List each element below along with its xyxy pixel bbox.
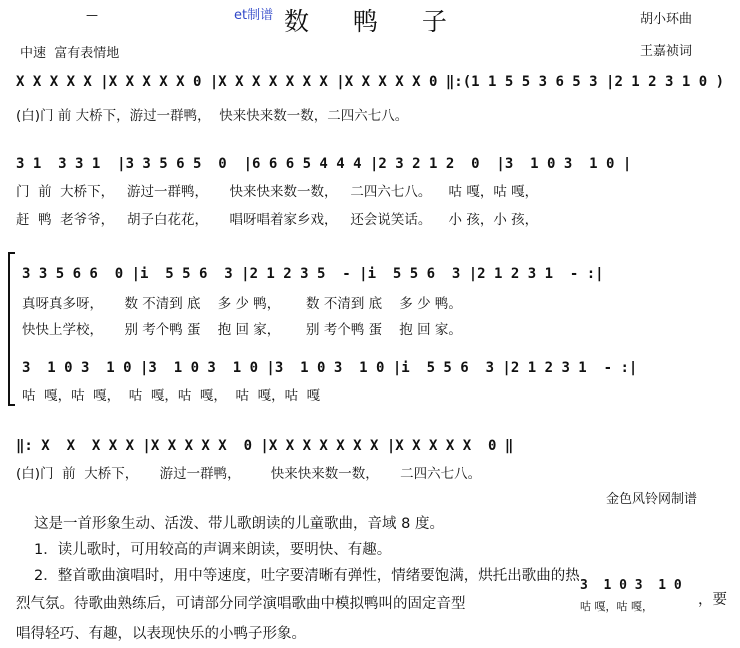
description-paragraph-2: 1．读儿歌时，可用较高的声调来朗读，要明快、有趣。 <box>34 542 392 558</box>
top-watermark: et制谱 <box>234 8 274 23</box>
score-row-2-lyric-2: 赶 鸭 老爷爷， 胡子白花花， 唱呀唱着家乡戏， 还会说笑话。 小 孩，小 孩， <box>16 212 539 228</box>
score-row-2-lyric-1: 门 前 大桥下， 游过一群鸭， 快来快来数一数， 二四六七八。 咕 嘎，咕 嘎， <box>16 184 539 200</box>
description-paragraph-3b: 烈气氛。待歌曲熟练后，可请部分同学演唱歌曲中模拟鸭叫的固定音型 <box>16 596 466 612</box>
tempo-marking: 中速 富有表情地 <box>20 46 120 61</box>
score-row-3-lyric-2: 快快上学校， 别 考个鸭 蛋 抱 回 家， 别 考个鸭 蛋 抱 回 家。 <box>22 322 462 338</box>
description-paragraph-1: 这是一首形象生动、活泼、带儿歌朗读的儿童歌曲，音域 8 度。 <box>34 516 444 532</box>
composer-credit: 胡小环曲 <box>640 12 693 27</box>
description-paragraph-3c: ，要 <box>698 592 727 608</box>
score-row-1-lyric: (白)门 前 大桥下，游过一群鸭， 快来快来数一数，二四六七八。 <box>16 108 409 124</box>
score-row-1-notes: X X X X X |X X X X X 0 |X X X X X X X |X X X X X 0 ‖:(1 1 5 5 3 6 5 3 |2 1 2 3 1 0 ) <box>16 74 725 90</box>
score-row-3-lyric-1: 真呀真多呀， 数 不清到 底 多 少 鸭， 数 不清到 底 多 少 鸭。 <box>22 296 462 312</box>
description-paragraph-3a: 2．整首歌曲演唱时，用中等速度，吐字要清晰有弹性，情绪要饱满，烘托出歌曲的热 <box>34 568 580 584</box>
description-paragraph-3d: 唱得轻巧、有趣，以表现快乐的小鸭子形象。 <box>16 626 306 642</box>
header-dash: — <box>86 8 98 22</box>
inline-pattern-notes: 3 1 0 3 1 0 <box>580 578 682 593</box>
score-row-3-notes: 3 3 5 6 6 0 |i 5 5 6 3 |2 1 2 3 5 - |i 5 5 6 3 |2 1 2 3 1 - :| <box>22 266 604 282</box>
score-row-2-notes: 3 1 3 3 1 |3 3 5 6 5 0 |6 6 6 5 4 4 4 |2 3 2 1 2 0 |3 1 0 3 1 0 | <box>16 156 632 172</box>
score-row-4-lyric: 咕 嘎，咕 嘎， 咕 嘎，咕 嘎， 咕 嘎，咕 嘎 <box>22 388 321 404</box>
score-row-4-notes: 3 1 0 3 1 0 |3 1 0 3 1 0 |3 1 0 3 1 0 |i 5 5 6 3 |2 1 2 3 1 - :| <box>22 360 638 376</box>
system-brace <box>8 252 15 406</box>
inline-pattern-lyric: 咕 嘎，咕 嘎， <box>580 600 653 613</box>
song-title: 数 鸭 子 <box>284 7 465 36</box>
score-row-5-lyric: (白)门 前 大桥下， 游过一群鸭， 快来快来数一数， 二四六七八。 <box>16 466 482 482</box>
lyricist-credit: 王嘉祯词 <box>640 44 693 59</box>
score-row-5-notes: ‖: X X X X X |X X X X X 0 |X X X X X X X |X X X X X 0 ‖ <box>16 438 514 454</box>
bottom-watermark: 金色风铃网制谱 <box>606 492 698 507</box>
